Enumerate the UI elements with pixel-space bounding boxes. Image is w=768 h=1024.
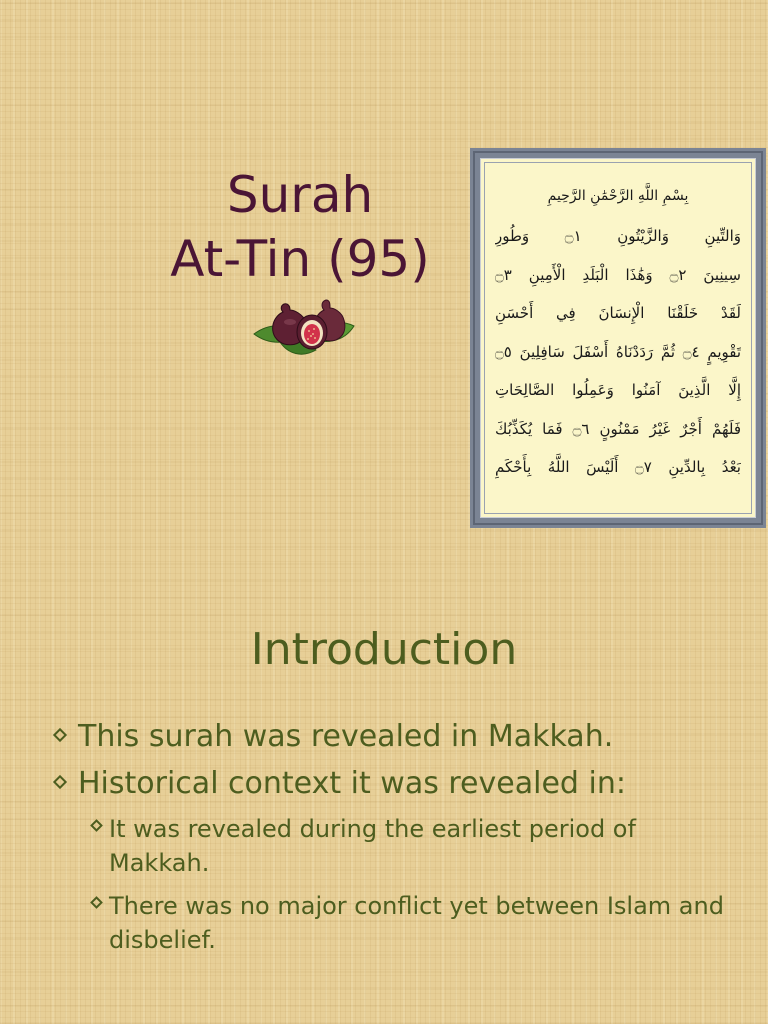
quran-text-panel — [470, 148, 766, 528]
bullet-text: Historical context it was revealed in: — [78, 766, 626, 801]
quran-line: بَعْدُ بِالدِّينِ ۝٧ أَلَيْسَ اللَّهُ بِأَحْكَمِ — [495, 458, 741, 476]
diamond-bullet-icon — [90, 819, 103, 832]
diamond-bullet-icon — [53, 728, 67, 742]
diamond-bullet-icon — [90, 896, 103, 909]
quran-text-frame — [484, 162, 752, 514]
title-line-2: At-Tin (95) — [170, 230, 430, 288]
diamond-bullet-icon — [53, 775, 67, 789]
quran-line: تَقْوِيمٍ ۝٤ ثُمَّ رَدَدْنَاهُ أَسْفَلَ سَافِلِينَ ۝٥ — [495, 342, 741, 361]
fig-fruit-icon — [250, 294, 358, 360]
sub-bullet-text: There was no major conflict yet between Islam and disbelief. — [109, 892, 724, 954]
quran-line: لَقَدْ خَلَقْنَا الْإِنسَانَ فِي أَحْسَنِ — [495, 304, 741, 322]
section-heading: Introduction — [250, 624, 518, 675]
slide-title — [150, 163, 450, 291]
introduction-slide — [0, 512, 768, 1024]
quran-line: سِينِينَ ۝٢ وَهَٰذَا الْبَلَدِ الْأَمِينِ ۝٣ — [495, 265, 741, 284]
quran-line: وَالتِّينِ وَالزَّيْتُونِ ۝١ وَطُورِ — [495, 227, 741, 245]
bullet-text: This surah was revealed in Makkah. — [78, 719, 614, 754]
quran-basmala: بِسْمِ اللَّهِ الرَّحْمَٰنِ الرَّحِيمِ — [547, 188, 689, 204]
quran-line: إِلَّا الَّذِينَ آمَنُوا وَعَمِلُوا الصَّالِحَاتِ — [495, 381, 741, 399]
sub-bullet-text: It was revealed during the earliest period of Makkah. — [109, 815, 636, 877]
title-line-1: Surah — [226, 166, 374, 224]
quran-line: فَلَهُمْ أَجْرٌ غَيْرُ مَمْنُونٍ ۝٦ فَمَا يُكَذِّبُكَ — [495, 419, 741, 438]
